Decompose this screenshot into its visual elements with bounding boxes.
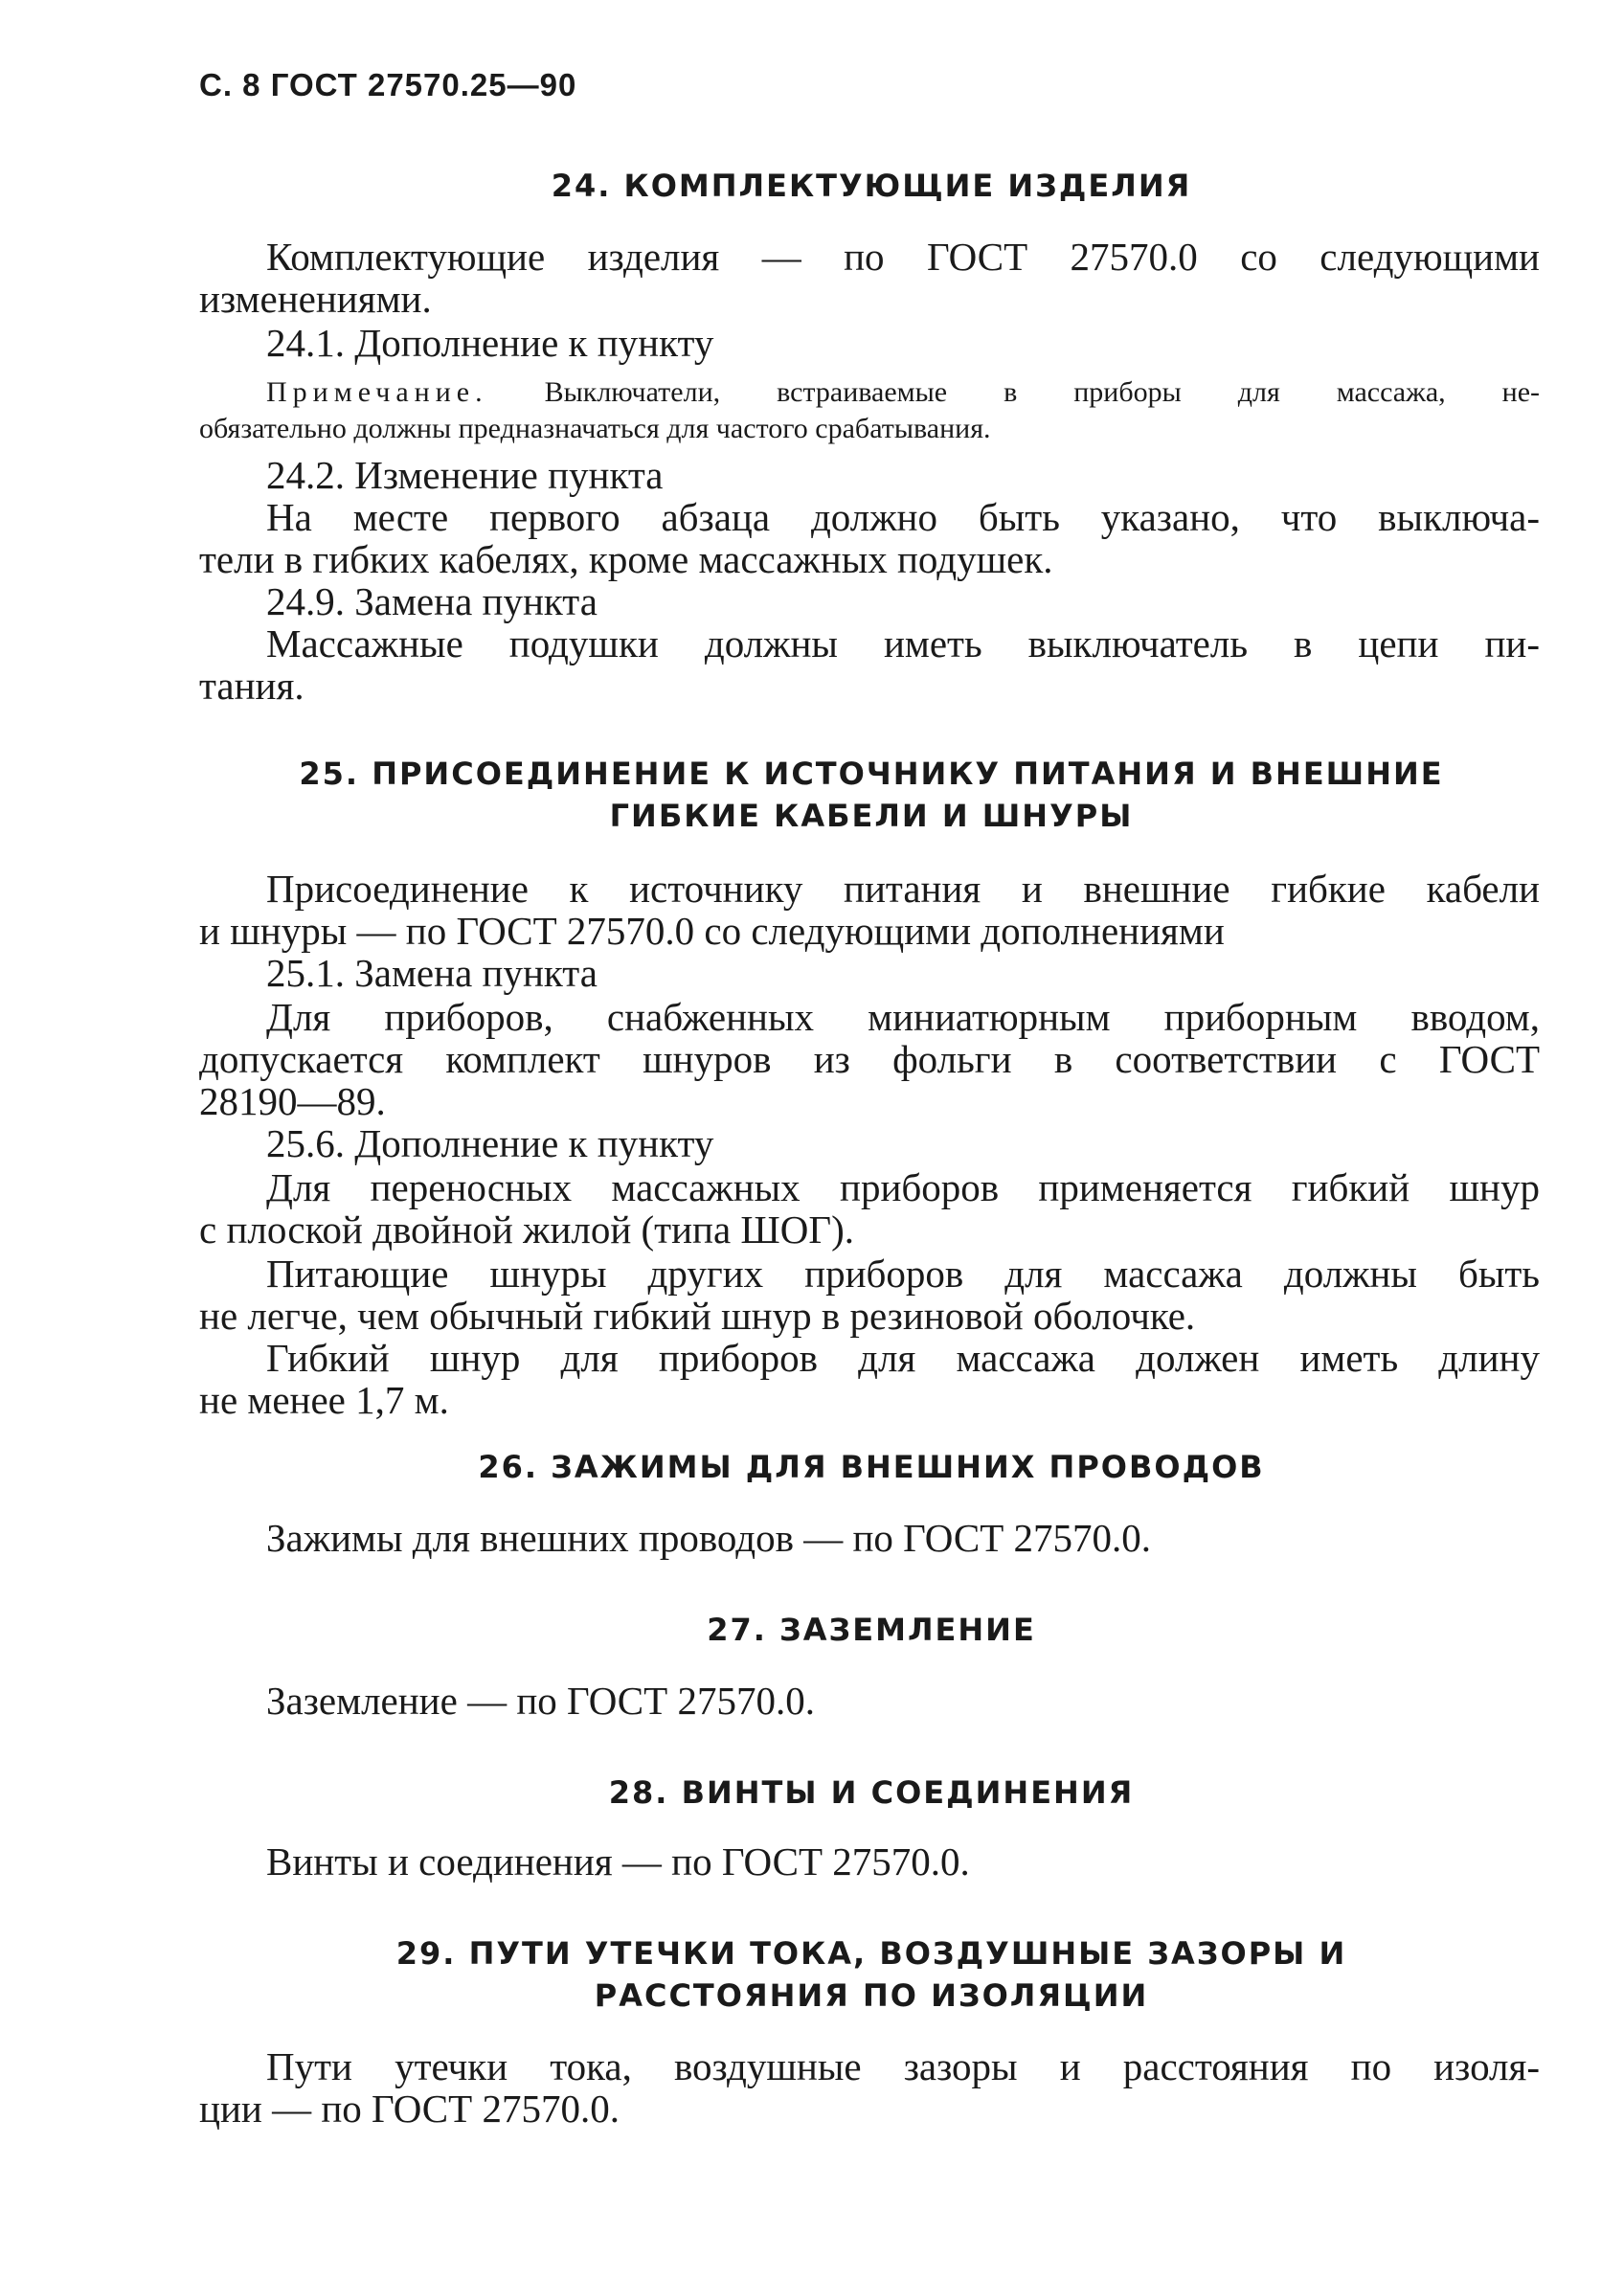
clause-24-2-line-1: На месте первого абзаца должно быть указано, что выключа- — [266, 495, 1540, 539]
section-25-intro-line-2: и шнуры — по ГОСТ 27570.0 со следующими дополнениями — [199, 909, 1225, 953]
section-27-text: Заземление — по ГОСТ 27570.0. — [266, 1679, 815, 1723]
section-26-heading: 26. ЗАЖИМЫ ДЛЯ ВНЕШНИХ ПРОВОДОВ — [478, 1449, 1265, 1485]
section-28-heading: 28. ВИНТЫ И СОЕДИНЕНИЯ — [608, 1774, 1135, 1811]
clause-25-6-title: 25.6. Дополнение к пункту — [266, 1121, 714, 1165]
section-29-heading-line-1: 29. ПУТИ УТЕЧКИ ТОКА, ВОЗДУШНЫЕ ЗАЗОРЫ И — [395, 1935, 1347, 1972]
clause-24-9-line-1: Массажные подушки должны иметь выключатель в цепи пи- — [266, 621, 1540, 666]
clause-24-9-title: 24.9. Замена пункта — [266, 579, 598, 623]
page-header: С. 8 ГОСТ 27570.25—90 — [199, 67, 577, 102]
clause-25-1-line-2: допускается комплект шнуров из фольги в соответствии с ГОСТ — [199, 1037, 1540, 1081]
section-24-heading: 24. КОМПЛЕКТУЮЩИЕ ИЗДЕЛИЯ — [551, 168, 1192, 204]
clause-25-1-line-3: 28190—89. — [199, 1079, 386, 1123]
section-25-heading-line-1: 25. ПРИСОЕДИНЕНИЕ К ИСТОЧНИКУ ПИТАНИЯ И ВНЕШНИЕ — [299, 756, 1444, 792]
section-25-intro-line-1: Присоединение к источнику питания и внешние гибкие кабели — [266, 867, 1540, 911]
section-26-text: Зажимы для внешних проводов — по ГОСТ 27570.0. — [266, 1516, 1152, 1560]
section-24-intro-line-2: изменениями. — [199, 277, 432, 321]
clause-25-6-line-5: Гибкий шнур для приборов для массажа должен иметь длину — [266, 1336, 1540, 1380]
clause-24-1-title: 24.1. Дополнение к пункту — [266, 321, 714, 365]
clause-25-6-line-6: не менее 1,7 м. — [199, 1378, 449, 1422]
clause-24-2-title: 24.2. Изменение пункта — [266, 453, 664, 497]
clause-25-1-title: 25.1. Замена пункта — [266, 951, 598, 995]
clause-25-6-line-2: с плоской двойной жилой (типа ШОГ). — [199, 1207, 855, 1252]
section-24-intro-line-1: Комплектующие изделия — по ГОСТ 27570.0 со следующими — [266, 235, 1540, 279]
note-label: Примечание. — [266, 376, 488, 408]
clause-25-6-line-1: Для переносных массажных приборов применяется гибкий шнур — [266, 1165, 1540, 1209]
clause-25-6-line-3: Питающие шнуры других приборов для массажа должны быть — [266, 1252, 1540, 1296]
section-25-heading-line-2: ГИБКИЕ КАБЕЛИ И ШНУРЫ — [609, 798, 1134, 834]
section-29-text-line-2: ции — по ГОСТ 27570.0. — [199, 2087, 620, 2131]
clause-24-9-line-2: тания. — [199, 664, 304, 708]
section-28-text: Винты и соединения — по ГОСТ 27570.0. — [266, 1839, 970, 1884]
section-27-heading: 27. ЗАЗЕМЛЕНИЕ — [707, 1612, 1036, 1648]
clause-25-1-line-1: Для приборов, снабженных миниатюрным приборным вводом, — [266, 995, 1540, 1039]
note-text: Выключатели, встраиваемые в приборы для массажа, не- — [544, 376, 1540, 408]
clause-25-6-line-4: не легче, чем обычный гибкий шнур в резиновой оболочке. — [199, 1294, 1196, 1338]
section-29-text-line-1: Пути утечки тока, воздушные зазоры и расстояния по изоля- — [266, 2044, 1540, 2088]
section-29-heading-line-2: РАССТОЯНИЯ ПО ИЗОЛЯЦИИ — [594, 1977, 1149, 2014]
clause-24-1-note-line-2: обязательно должны предназначаться для частого срабатывания. — [199, 413, 991, 444]
clause-24-1-note-line-1 — [266, 375, 1540, 410]
clause-24-2-line-2: тели в гибких кабелях, кроме массажных подушек. — [199, 537, 1053, 581]
